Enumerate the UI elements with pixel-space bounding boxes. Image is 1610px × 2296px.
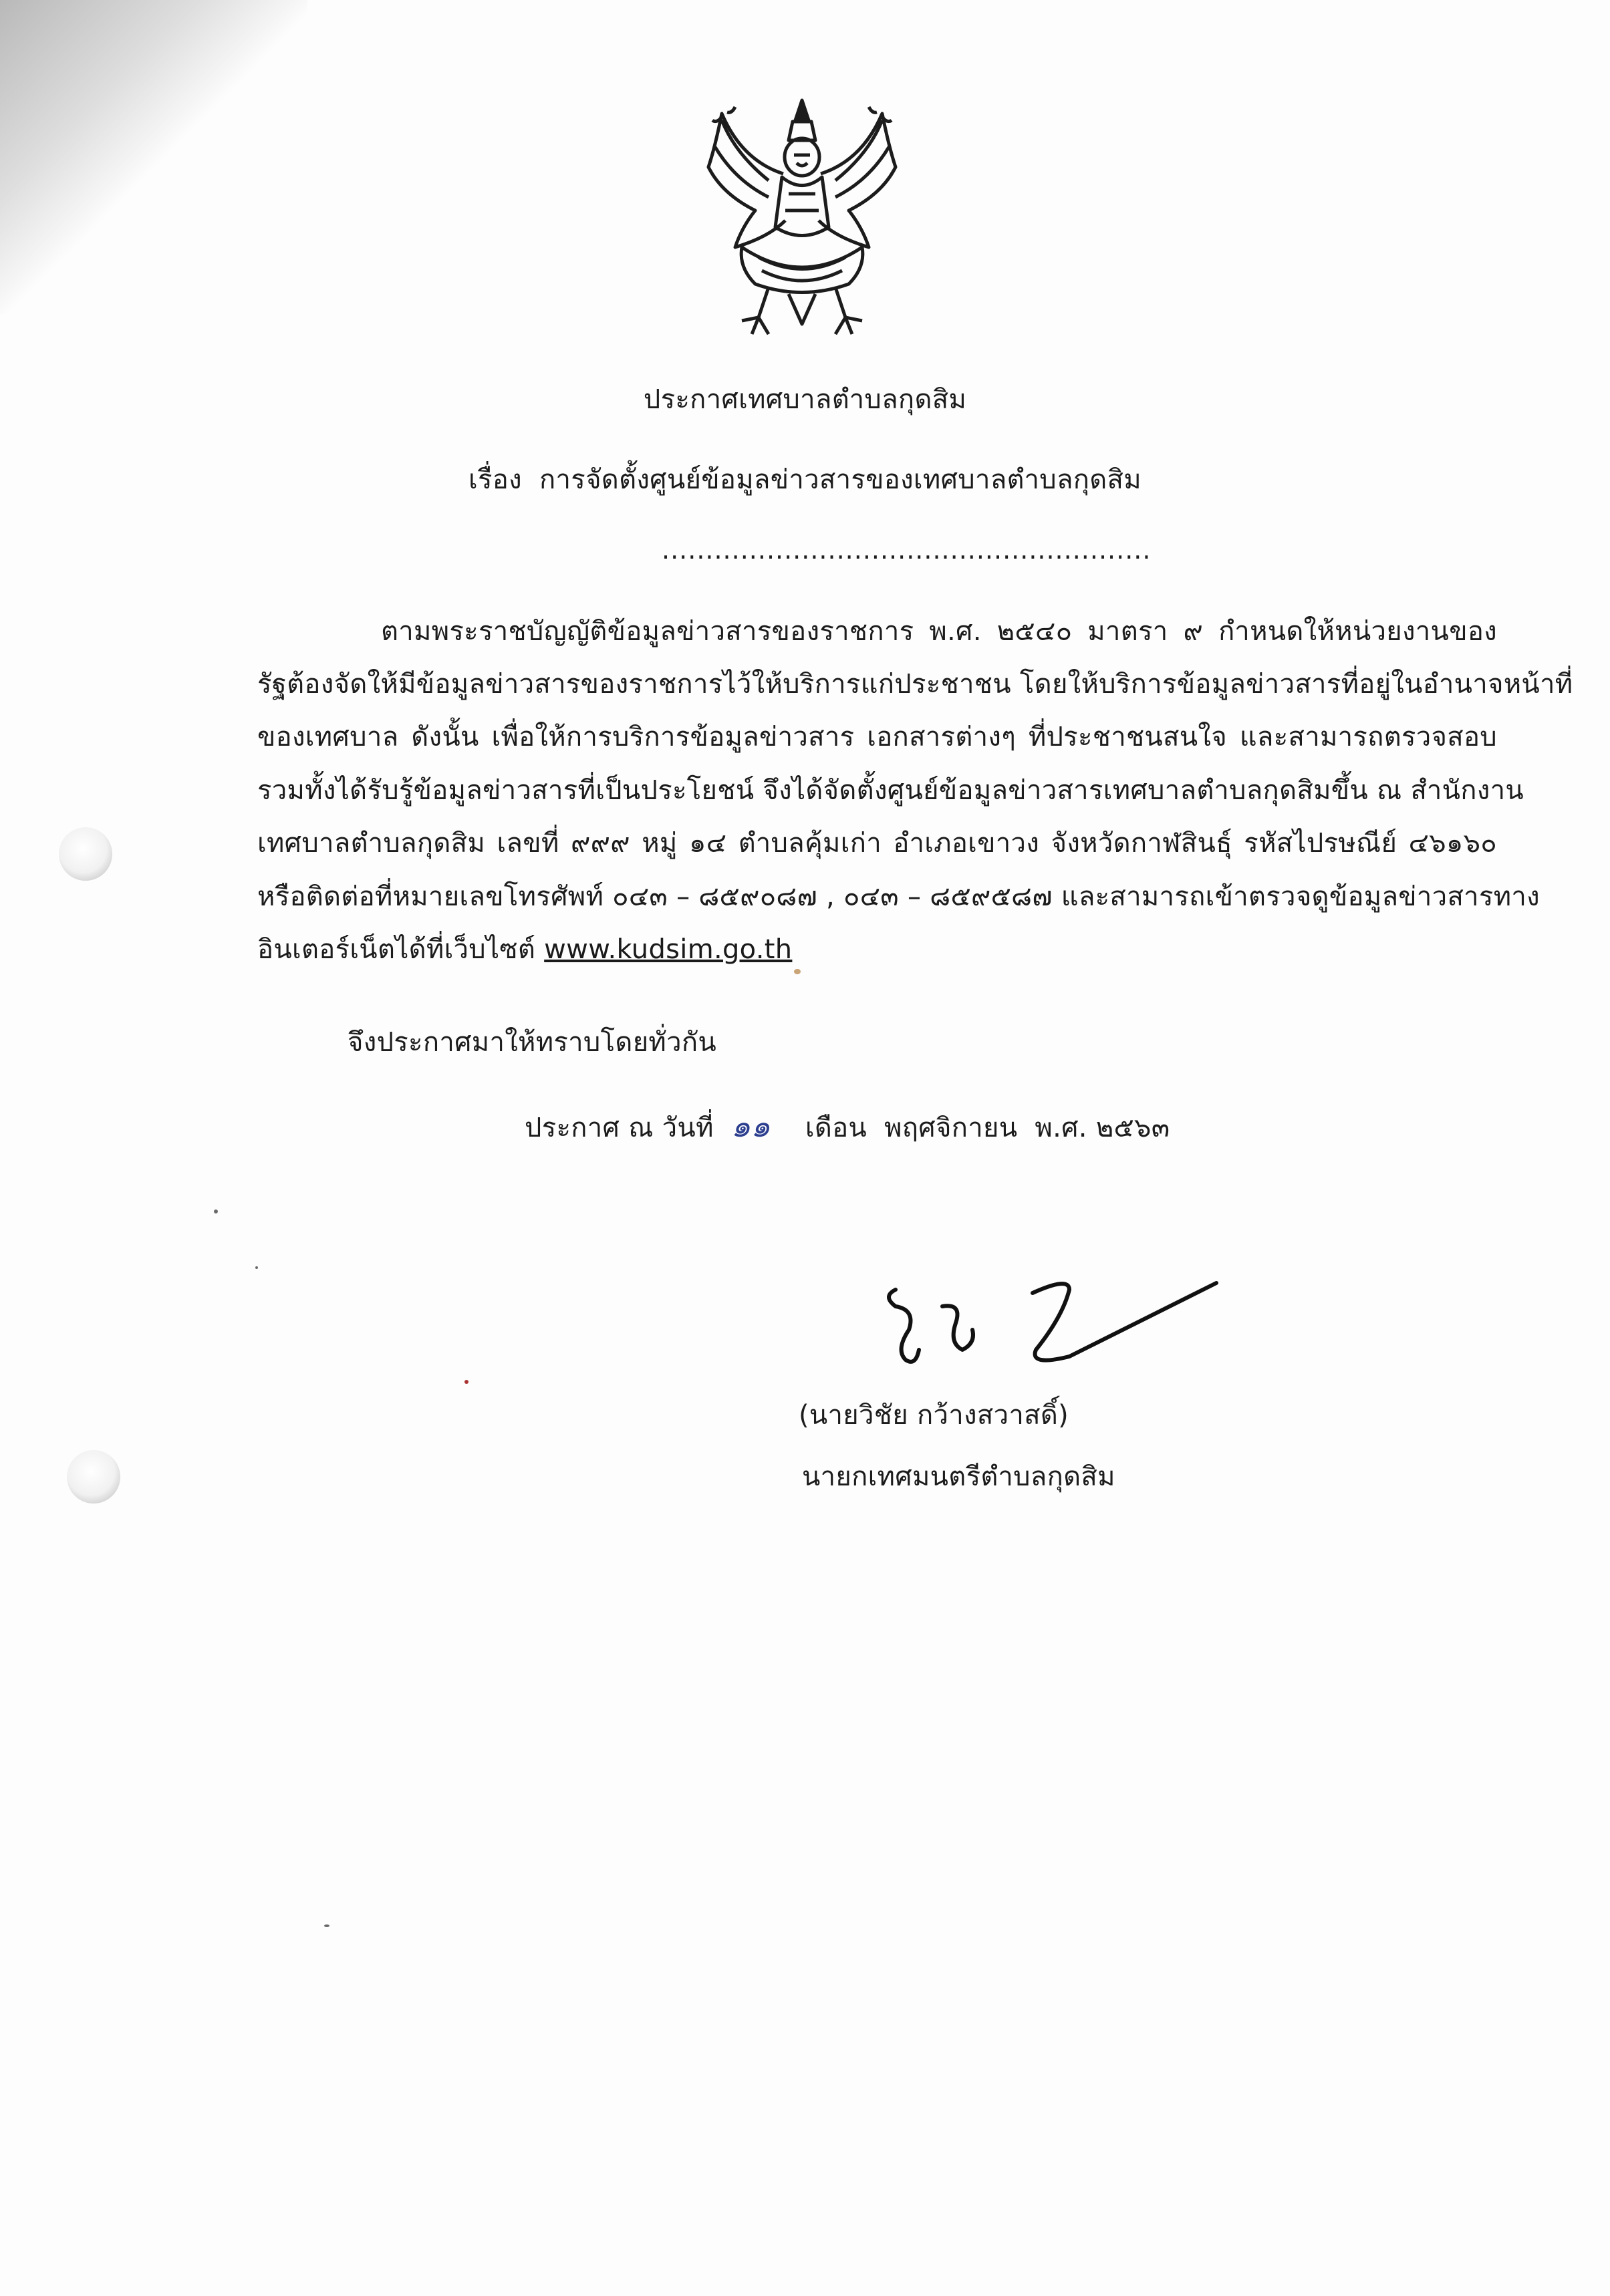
website-link[interactable]: www.kudsim.go.th [544, 934, 793, 965]
body-line-2: รัฐต้องจัดให้มีข้อมูลข่าวสารของราชการไว้ให้บริการแก่ประชาชน โดยให้บริการข้อมูลข่าวสารที่อยู่ในอำนาจหน้าที่ [257, 669, 1573, 700]
date-year: ๒๕๖๓ [1095, 1113, 1170, 1143]
website-prefix: อินเตอร์เน็ตได้ที่เว็บไซต์ [257, 934, 536, 965]
body-line-1: ตามพระราชบัญญัติข้อมูลข่าวสารของราชการ พ.ศ. ๒๕๔๐ มาตรา ๙ กำหนดให้หน่วยงานของ [381, 616, 1497, 647]
date-month-label: เดือน [805, 1113, 867, 1143]
closing-statement: จึงประกาศมาให้ทราบโดยทั่วกัน [348, 1027, 717, 1058]
date-year-label: พ.ศ. [1035, 1113, 1087, 1143]
body-line-5: เทศบาลตำบลกุดสิม เลขที่ ๙๙๙ หมู่ ๑๔ ตำบลคุ้มเก่า อำเภอเขาวง จังหวัดกาฬสินธุ์ รหัสไปรษณีย์ ๔๖๑๖๐ [257, 828, 1497, 859]
paper-speck [214, 1209, 218, 1213]
handwritten-signature [869, 1243, 1230, 1403]
announcement-subject [0, 460, 1610, 500]
subject-label: เรื่อง [468, 464, 522, 495]
folded-corner [0, 0, 307, 314]
punch-hole-upper [59, 827, 112, 881]
date-prefix: ประกาศ ณ วันที่ [525, 1113, 714, 1143]
paper-speck [255, 1266, 258, 1269]
signatory-name: (นายวิชัย กว้างสวาสดิ์) [799, 1400, 1069, 1431]
subject-text: การจัดตั้งศูนย์ข้อมูลข่าวสารของเทศบาลตำบลกุดสิม [539, 464, 1142, 495]
paper-speck [794, 969, 801, 974]
body-line-3: ของเทศบาล ดังนั้น เพื่อให้การบริการข้อมูลข่าวสาร เอกสารต่างๆ ที่ประชาชนสนใจ และสามารถตรวจสอบ [257, 722, 1497, 752]
body-line-7 [257, 929, 792, 970]
punch-hole-lower [67, 1450, 120, 1503]
date-day: ๑๑ [730, 1108, 771, 1144]
signatory-position: นายกเทศมนตรีตำบลกุดสิม [802, 1461, 1115, 1492]
body-line-4: รวมทั้งได้รับรู้ข้อมูลข่าวสารที่เป็นประโยชน์ จึงได้จัดตั้งศูนย์ข้อมูลข่าวสารเทศบาลตำบลกุดสิมขึ้น ณ สำนักงาน [257, 775, 1524, 806]
announcement-title: ประกาศเทศบาลตำบลกุดสิม [643, 384, 967, 415]
date-month: พฤศจิกายน [884, 1113, 1018, 1143]
garuda-emblem [695, 94, 909, 347]
announcement-date [525, 1106, 1170, 1148]
body-line-6: หรือติดต่อที่หมายเลขโทรศัพท์ ๐๔๓ – ๘๕๙๐๘๗ , ๐๔๓ – ๘๕๙๕๘๗ และสามารถเข้าตรวจดูข้อมูลข่าวสารทาง [257, 881, 1540, 912]
title-divider: ........................................................ [662, 535, 1152, 565]
paper-speck [464, 1380, 468, 1384]
paper-speck [324, 1924, 329, 1927]
